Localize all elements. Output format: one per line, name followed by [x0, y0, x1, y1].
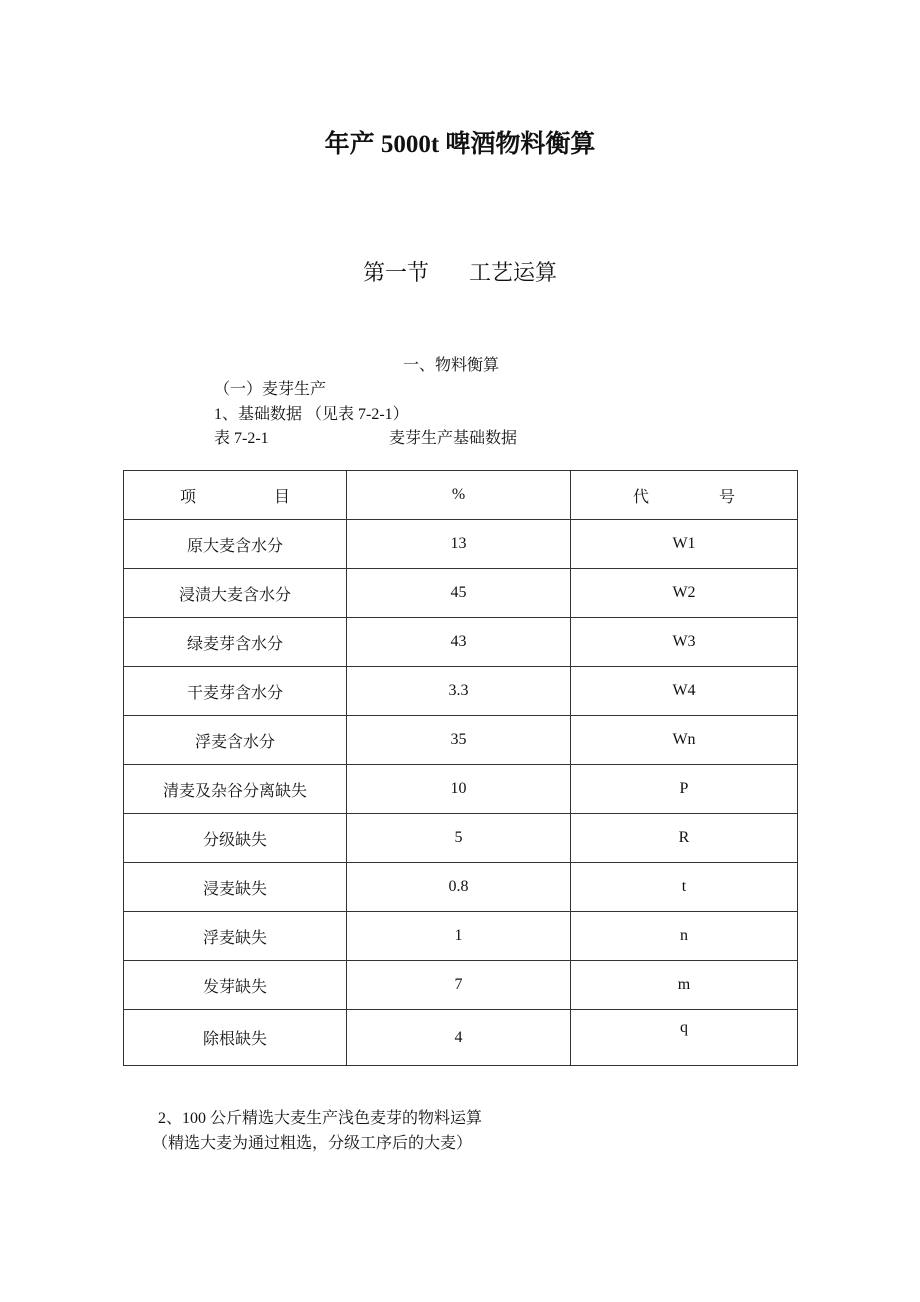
table-caption: 麦芽生产基础数据 — [389, 430, 518, 447]
item2-heading: 2、100 公斤精选大麦生产浅色麦芽的物料运算 — [158, 1110, 483, 1127]
table-row: 浮麦含水分 35 Wn — [124, 716, 798, 765]
header-percent: % — [347, 471, 571, 520]
section-title: 工艺运算 — [469, 261, 558, 286]
table-row: 清麦及杂谷分离缺失 10 P — [124, 765, 798, 814]
subsection-heading: （一）麦芽生产 — [214, 381, 327, 398]
section-heading — [0, 256, 920, 287]
header-item: 项 目 — [124, 471, 347, 520]
document-title: 年产 5000t 啤酒物料衡算 — [324, 131, 596, 158]
item2-note: （精选大麦为通过粗选，分级工序后的大麦） — [152, 1135, 473, 1152]
malt-production-data-table — [123, 470, 798, 1066]
table-row: 浸渍大麦含水分 45 W2 — [124, 569, 798, 618]
table-label: 表 7-2-1 — [214, 430, 269, 447]
table-row: 发芽缺失 7 m — [124, 961, 798, 1010]
table-row: 绿麦芽含水分 43 W3 — [124, 618, 798, 667]
table-row: 除根缺失 4 q — [124, 1010, 798, 1066]
item1-heading: 1、基础数据 （见表 7-2-1） — [214, 406, 409, 423]
table-row: 原大麦含水分 13 W1 — [124, 520, 798, 569]
table-row: 浮麦缺失 1 n — [124, 912, 798, 961]
table-row: 干麦芽含水分 3.3 W4 — [124, 667, 798, 716]
subheading: 一、物料衡算 — [403, 357, 500, 374]
table-row: 分级缺失 5 R — [124, 814, 798, 863]
table-row: 浸麦缺失 0.8 t — [124, 863, 798, 912]
header-code: 代 号 — [571, 471, 798, 520]
table-header-row — [124, 471, 798, 520]
section-number: 第一节 — [362, 261, 429, 286]
